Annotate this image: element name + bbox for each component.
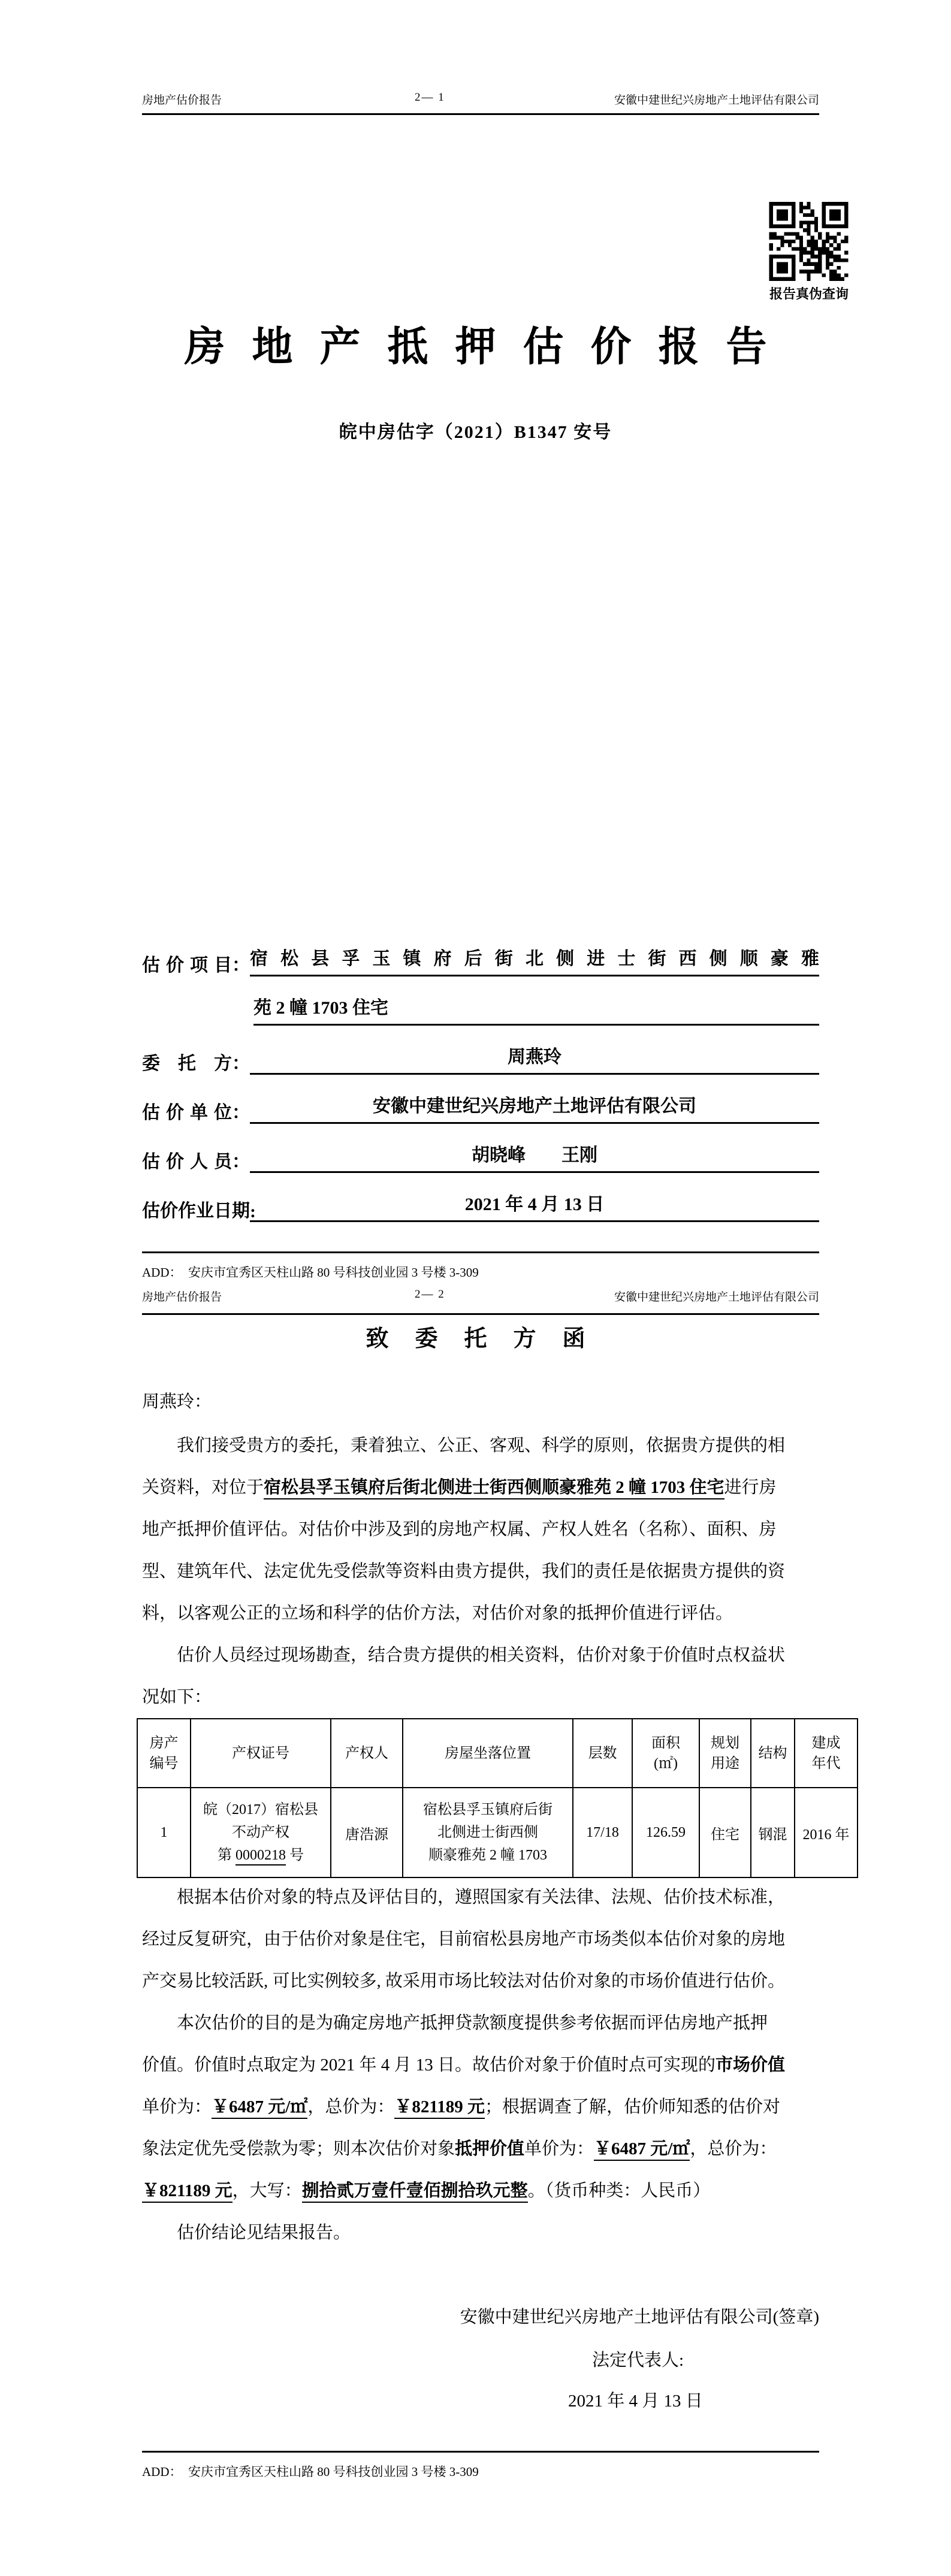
page2-header-company: 安徽中建世纪兴房地产土地评估有限公司 [614, 1291, 819, 1304]
page2-page-number: 2— 2 [415, 1288, 445, 1301]
col-header-use [699, 1719, 751, 1788]
project-value-line2: 苑 2 幢 1703 住宅 [253, 993, 819, 1026]
letter-paragraphs-1 [142, 1425, 822, 1718]
cell-cert-no [191, 1788, 331, 1877]
form-row-staff [142, 1124, 819, 1173]
text-line: 用途 [711, 1755, 739, 1771]
form-row-client [142, 1026, 819, 1075]
project-label: 估价项目 [142, 956, 232, 975]
text-line: 本次估价的目的是为确定房地产抵押贷款额度提供参考依据而评估房地产抵押 [142, 2013, 768, 2033]
cell-location [403, 1788, 573, 1877]
text-line: 型、建筑年代、法定优先受偿款等资料由贵方提供，我们的责任是依据贵方提供的资 [142, 1562, 786, 1581]
col-header-property-no [137, 1719, 191, 1788]
text-line: 况如下： [142, 1688, 212, 1707]
text-line: 年代 [811, 1755, 841, 1771]
agency-value: 安徽中建世纪兴房地产土地评估有限公司 [250, 1091, 819, 1124]
page1-header-company: 安徽中建世纪兴房地产土地评估有限公司 [614, 94, 819, 107]
letter-paragraphs-2 [142, 1876, 822, 2254]
qr-code-image [768, 202, 849, 281]
text-line: 产权证号 [232, 1745, 289, 1761]
client-label: 委托方 [142, 1054, 232, 1074]
text-line: 层数 [588, 1745, 617, 1761]
text-line: 不动产权 [232, 1825, 289, 1840]
text-line: 产权人 [345, 1745, 388, 1761]
agency-label: 估价单位 [142, 1103, 232, 1123]
text-line: 料，以客观公正的立场和科学的估价方法，对估价对象的抵押价值进行评估。 [142, 1604, 733, 1623]
col-header-location [403, 1719, 573, 1788]
text-line: 产交易比较活跃, 可比实例较多, 故采用市场比较法对估价对象的市场价值进行估价。 [142, 1972, 786, 1991]
text-line: 关资料，对位于宿松县孚玉镇府后街北侧进士街西侧顺豪雅苑 2 幢 1703 住宅进行房 [142, 1467, 822, 1508]
col-header-owner [331, 1719, 403, 1788]
text-line: 顺豪雅苑 2 幢 1703 [428, 1848, 547, 1863]
text-line: 建成 [811, 1735, 841, 1751]
text-line: 编号 [149, 1755, 179, 1771]
col-header-floors [573, 1719, 632, 1788]
text-line: 我们接受贵方的委托，秉着独立、公正、客观、科学的原则，依据贵方提供的相 [142, 1436, 786, 1455]
page1-header-doc-type: 房地产估价报告 [142, 94, 222, 107]
text-line: 估价结论见结果报告。 [142, 2223, 351, 2242]
page2-footer-rule [142, 2451, 819, 2453]
form-row-agency [142, 1075, 819, 1124]
text-line: 皖（2017）宿松县 [203, 1802, 318, 1818]
cell-floors: 17/18 [573, 1788, 632, 1877]
page1-page-number: 2— 1 [415, 91, 445, 104]
text-line: 房屋坐落位置 [445, 1745, 531, 1761]
col-header-area [632, 1719, 699, 1788]
signature-company: 安徽中建世纪兴房地产土地评估有限公司(签章) [460, 2308, 819, 2327]
project-value-line1: 宿松县孚玉镇府后街北侧进士街西侧顺豪雅 [250, 944, 819, 976]
qr-code [768, 202, 849, 281]
text-line: 房产 [149, 1735, 179, 1751]
table-header-row [137, 1719, 858, 1788]
text-line: (㎡) [654, 1755, 678, 1771]
text-line: 单价为：￥6487 元/㎡，总价为：￥821189 元；根据调查了解，估价师知悉的估价对 [142, 2086, 822, 2128]
text-line: 价值。价值时点取定为 2021 年 4 月 13 日。故估价对象于价值时点可实现的市场价值 [142, 2055, 786, 2075]
client-value: 周燕玲 [250, 1042, 819, 1075]
text-line: 根据本估价对象的特点及评估目的，遵照国家有关法律、法规、估价技术标准， [142, 1888, 786, 1907]
text-line: 结构 [758, 1745, 787, 1761]
staff-label: 估价人员 [142, 1152, 232, 1172]
text-line: 估价人员经过现场勘查，结合贵方提供的相关资料，估价对象于价值时点权益状 [142, 1646, 786, 1665]
cell-year: 2016 年 [795, 1788, 858, 1877]
col-header-structure [751, 1719, 795, 1788]
text-line: 地产抵押价值评估。对估价中涉及到的房地产权属、产权人姓名（名称）、面积、房 [142, 1520, 777, 1539]
client-colon: ： [232, 1054, 250, 1074]
form-row-project-cont [142, 976, 819, 1026]
cell-area: 126.59 [632, 1788, 699, 1877]
text-line: 宿松县孚玉镇府后街 [423, 1802, 553, 1818]
report-number: 皖中房估字（2021）B1347 安号 [339, 422, 612, 442]
text-line: 第 0000218 号 [191, 1844, 330, 1867]
signature-date: 2021 年 4 月 13 日 [568, 2391, 703, 2411]
form-row-date: 估价作业日期 : 2021 年 4 月 13 日 [142, 1173, 819, 1222]
project-colon: ： [232, 956, 250, 975]
text-line: 规划 [711, 1735, 739, 1751]
page2-header-doc-type: 房地产估价报告 [142, 1291, 222, 1304]
page1-footer-rule [142, 1251, 819, 1253]
form-row-project [142, 927, 819, 976]
letter-title: 致委托方函 [366, 1326, 612, 1352]
cell-use: 住宅 [699, 1788, 751, 1877]
text-line: 象法定优先受偿款为零；则本次估价对象抵押价值单价为：￥6487 元/㎡，总价为： [142, 2128, 822, 2170]
property-table [137, 1718, 858, 1878]
text-line: 经过反复研究，由于估价对象是住宅，目前宿松县房地产市场类似本估价对象的房地 [142, 1930, 786, 1949]
text-line: 面积 [651, 1735, 680, 1751]
page2-header-rule [142, 1313, 819, 1315]
text-line: 北侧进士街西侧 [437, 1825, 538, 1840]
qr-caption: 报告真伪查询 [769, 286, 849, 301]
legal-representative-label: 法定代表人: [592, 2351, 684, 2370]
table-row [137, 1788, 858, 1877]
cover-form [142, 927, 819, 1222]
agency-colon: ： [232, 1103, 250, 1123]
staff-colon: ： [232, 1152, 250, 1172]
text-line: ￥821189 元，大写：捌拾贰万壹仟壹佰捌拾玖元整。（货币种类：人民币） [142, 2170, 822, 2212]
page1-header-rule [142, 113, 819, 115]
col-header-year [795, 1719, 858, 1788]
staff-value: 胡晓峰 王刚 [250, 1140, 819, 1173]
cell-structure: 钢混 [751, 1788, 795, 1877]
page1-footer-address: ADD： 安庆市宜秀区天柱山路 80 号科技创业园 3 号楼 3-309 [142, 1265, 479, 1280]
date-value: 2021 年 4 月 13 日 [250, 1189, 819, 1222]
report-title: 房地产抵押估价报告 [184, 324, 794, 370]
cell-owner: 唐浩源 [331, 1788, 403, 1877]
page2-footer-address: ADD： 安庆市宜秀区天柱山路 80 号科技创业园 3 号楼 3-309 [142, 2465, 479, 2479]
salutation: 周燕玲： [142, 1392, 212, 1411]
col-header-cert-no [191, 1719, 331, 1788]
date-label: 估价作业日期 [142, 1201, 250, 1221]
cell-property-no: 1 [137, 1788, 191, 1877]
